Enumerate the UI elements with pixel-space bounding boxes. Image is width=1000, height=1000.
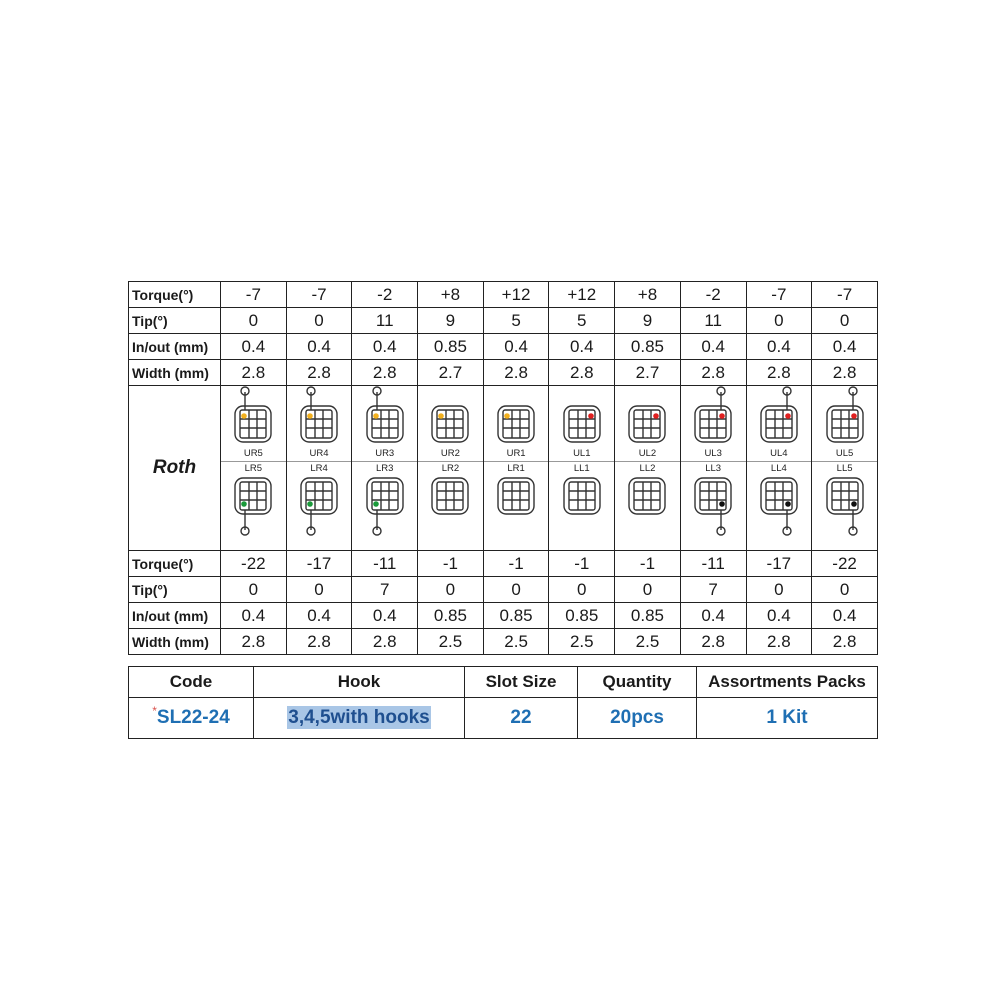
lower-tooth-label: LL4	[770, 463, 787, 474]
upper-tooth-label: UL1	[573, 448, 591, 459]
lower-torque-row-value: -1	[418, 551, 484, 577]
lower-torque-row-value: -1	[549, 551, 615, 577]
lower-width-row-value: 2.5	[615, 629, 681, 655]
required-star: *	[152, 704, 157, 718]
lower-bracket-icon	[295, 474, 343, 536]
lower-inout-row-value: 0.4	[812, 603, 878, 629]
upper-tip-row-value: 5	[549, 308, 615, 334]
product-header-row	[129, 667, 878, 698]
lower-tip-row-value: 0	[286, 577, 352, 603]
upper-tooth-label: UR3	[375, 448, 395, 459]
lower-bracket-icon	[229, 474, 277, 536]
lower-tooth-label: LL1	[573, 463, 590, 474]
upper-tip-row-value: 0	[812, 308, 878, 334]
quantity-value: 20pcs	[578, 698, 697, 739]
color-id-dot	[307, 413, 313, 419]
upper-tip-row-value: 0	[286, 308, 352, 334]
lower-torque-row	[129, 551, 878, 577]
upper-bracket-icon	[361, 386, 409, 448]
lower-bracket-icon	[623, 474, 671, 536]
lower-width-row-label: Width (mm)	[129, 629, 221, 655]
lower-inout-row-value: 0.85	[549, 603, 615, 629]
lower-inout-row-value: 0.4	[286, 603, 352, 629]
lower-tooth-label: LR3	[376, 463, 394, 474]
upper-width-row-value: 2.8	[549, 360, 615, 386]
lower-tip-row-value: 0	[615, 577, 681, 603]
upper-inout-row-value: 0.4	[549, 334, 615, 360]
code-cell	[129, 698, 254, 739]
upper-width-row-value: 2.8	[352, 360, 418, 386]
packs-value: 1 Kit	[697, 698, 878, 739]
color-id-dot	[654, 413, 660, 419]
upper-width-row-value: 2.8	[286, 360, 352, 386]
lower-width-row-value: 2.8	[352, 629, 418, 655]
upper-torque-row-value: -7	[812, 282, 878, 308]
lower-torque-row-value: -1	[615, 551, 681, 577]
bracket-cell	[746, 386, 812, 551]
upper-tooth-label: UR5	[243, 448, 263, 459]
color-id-dot	[373, 501, 379, 507]
upper-tooth-label: UL4	[770, 448, 788, 459]
lower-bracket-icon	[558, 474, 606, 536]
lower-inout-row-value: 0.4	[746, 603, 812, 629]
color-id-dot	[719, 501, 725, 507]
lower-tooth-label: LL5	[836, 463, 853, 474]
upper-inout-row-value: 0.4	[812, 334, 878, 360]
upper-torque-row-value: +8	[418, 282, 484, 308]
lower-bracket-icon	[755, 474, 803, 536]
lower-torque-row-value: -17	[746, 551, 812, 577]
lower-width-row-value: 2.8	[680, 629, 746, 655]
lower-tooth-label: LR5	[244, 463, 263, 474]
upper-tip-row-label: Tip(°)	[129, 308, 221, 334]
lower-bracket-icon	[689, 474, 737, 536]
upper-tooth-label: UR1	[506, 448, 526, 459]
upper-tooth-label: UL2	[638, 448, 657, 459]
color-id-dot	[307, 501, 313, 507]
upper-bracket-icon	[755, 386, 803, 448]
prescription-table	[128, 281, 878, 655]
lower-width-row-value: 2.5	[483, 629, 549, 655]
color-id-dot	[719, 413, 725, 419]
color-id-dot	[504, 413, 510, 419]
upper-width-row-value: 2.8	[221, 360, 287, 386]
upper-width-row-value: 2.8	[746, 360, 812, 386]
header-assortments-packs: Assortments Packs	[697, 667, 878, 698]
lower-width-row-value: 2.5	[549, 629, 615, 655]
bracket-cell	[286, 386, 352, 551]
upper-torque-row-value: -7	[286, 282, 352, 308]
arch-divider	[549, 461, 614, 462]
color-id-dot	[785, 413, 791, 419]
upper-inout-row-value: 0.4	[680, 334, 746, 360]
lower-inout-row-value: 0.85	[483, 603, 549, 629]
color-id-dot	[242, 501, 248, 507]
lower-tooth-label: LR1	[507, 463, 525, 474]
upper-torque-row-value: -2	[680, 282, 746, 308]
color-id-dot	[851, 413, 857, 419]
upper-inout-row-label: In/out (mm)	[129, 334, 221, 360]
lower-width-row	[129, 629, 878, 655]
bracket-illustration-row	[129, 386, 878, 551]
upper-bracket-icon	[492, 386, 540, 448]
bracket-cell	[549, 386, 615, 551]
upper-inout-row-value: 0.85	[418, 334, 484, 360]
upper-torque-row-label: Torque(°)	[129, 282, 221, 308]
header-quantity: Quantity	[578, 667, 697, 698]
header-code: Code	[129, 667, 254, 698]
lower-bracket-icon	[821, 474, 869, 536]
upper-inout-row-value: 0.4	[221, 334, 287, 360]
lower-torque-row-label: Torque(°)	[129, 551, 221, 577]
lower-tip-row-value: 7	[680, 577, 746, 603]
lower-torque-row-value: -17	[286, 551, 352, 577]
lower-tip-row-value: 7	[352, 577, 418, 603]
upper-bracket-icon	[623, 386, 671, 448]
upper-torque-row-value: +12	[483, 282, 549, 308]
product-code: SL22-24	[156, 707, 230, 728]
lower-tip-row-label: Tip(°)	[129, 577, 221, 603]
upper-tip-row-value: 11	[680, 308, 746, 334]
bracket-cell	[352, 386, 418, 551]
upper-tip-row-value: 11	[352, 308, 418, 334]
lower-width-row-value: 2.8	[812, 629, 878, 655]
upper-inout-row	[129, 334, 878, 360]
upper-bracket-icon	[558, 386, 606, 448]
upper-tooth-label: UR4	[309, 448, 329, 459]
lower-tooth-label: LL3	[705, 463, 722, 474]
lower-tooth-label: LL2	[639, 463, 656, 474]
lower-bracket-icon	[426, 474, 474, 536]
upper-torque-row-value: +8	[615, 282, 681, 308]
upper-width-row-value: 2.8	[483, 360, 549, 386]
lower-inout-row	[129, 603, 878, 629]
lower-torque-row-value: -11	[680, 551, 746, 577]
upper-tip-row-value: 0	[746, 308, 812, 334]
bracket-cell	[221, 386, 287, 551]
lower-inout-row-value: 0.85	[418, 603, 484, 629]
arch-divider	[681, 461, 746, 462]
lower-width-row-value: 2.8	[286, 629, 352, 655]
upper-bracket-icon	[295, 386, 343, 448]
lower-tip-row-value: 0	[549, 577, 615, 603]
upper-torque-row-value: -2	[352, 282, 418, 308]
upper-tip-row	[129, 308, 878, 334]
upper-bracket-icon	[229, 386, 277, 448]
lower-inout-row-value: 0.85	[615, 603, 681, 629]
header-hook: Hook	[254, 667, 465, 698]
upper-tip-row-value: 9	[418, 308, 484, 334]
upper-tip-row-value: 9	[615, 308, 681, 334]
upper-width-row-value: 2.8	[680, 360, 746, 386]
lower-tip-row-value: 0	[812, 577, 878, 603]
lower-tip-row-value: 0	[418, 577, 484, 603]
arch-divider	[812, 461, 877, 462]
lower-inout-row-label: In/out (mm)	[129, 603, 221, 629]
system-name: Roth	[129, 386, 221, 551]
upper-bracket-icon	[426, 386, 474, 448]
upper-torque-row	[129, 282, 878, 308]
upper-tooth-label: UL5	[835, 448, 854, 459]
slot-size-value: 22	[465, 698, 578, 739]
upper-bracket-icon	[689, 386, 737, 448]
upper-torque-row-value: +12	[549, 282, 615, 308]
lower-inout-row-value: 0.4	[221, 603, 287, 629]
upper-inout-row-value: 0.4	[286, 334, 352, 360]
color-id-dot	[588, 413, 594, 419]
lower-torque-row-value: -11	[352, 551, 418, 577]
lower-tip-row-value: 0	[221, 577, 287, 603]
arch-divider	[615, 461, 680, 462]
hook-cell	[254, 698, 465, 739]
bracket-cell	[680, 386, 746, 551]
lower-torque-row-value: -22	[221, 551, 287, 577]
upper-width-row-label: Width (mm)	[129, 360, 221, 386]
color-id-dot	[785, 501, 791, 507]
bracket-cell	[812, 386, 878, 551]
color-id-dot	[242, 413, 248, 419]
lower-torque-row-value: -1	[483, 551, 549, 577]
upper-width-row-value: 2.7	[615, 360, 681, 386]
lower-tooth-label: LR4	[310, 463, 328, 474]
arch-divider	[418, 461, 483, 462]
product-values-row	[129, 698, 878, 739]
color-id-dot	[373, 413, 379, 419]
lower-width-row-value: 2.8	[746, 629, 812, 655]
upper-tooth-label: UL3	[704, 448, 722, 459]
upper-inout-row-value: 0.4	[746, 334, 812, 360]
lower-inout-row-value: 0.4	[680, 603, 746, 629]
upper-torque-row-value: -7	[221, 282, 287, 308]
lower-width-row-value: 2.5	[418, 629, 484, 655]
arch-divider	[484, 461, 549, 462]
color-id-dot	[851, 501, 857, 507]
lower-inout-row-value: 0.4	[352, 603, 418, 629]
arch-divider	[287, 461, 352, 462]
lower-bracket-icon	[492, 474, 540, 536]
upper-width-row	[129, 360, 878, 386]
lower-tip-row-value: 0	[483, 577, 549, 603]
arch-divider	[352, 461, 417, 462]
product-info-table	[128, 666, 878, 739]
upper-width-row-value: 2.7	[418, 360, 484, 386]
arch-divider	[221, 461, 286, 462]
lower-tip-row	[129, 577, 878, 603]
upper-bracket-icon	[821, 386, 869, 448]
lower-bracket-icon	[361, 474, 409, 536]
upper-torque-row-value: -7	[746, 282, 812, 308]
lower-tip-row-value: 0	[746, 577, 812, 603]
upper-inout-row-value: 0.4	[352, 334, 418, 360]
bracket-cell	[418, 386, 484, 551]
lower-width-row-value: 2.8	[221, 629, 287, 655]
hook-value[interactable]: 3,4,5with hooks	[288, 707, 430, 728]
bracket-cell	[483, 386, 549, 551]
bracket-cell	[615, 386, 681, 551]
upper-width-row-value: 2.8	[812, 360, 878, 386]
color-id-dot	[439, 413, 445, 419]
arch-divider	[747, 461, 812, 462]
upper-tooth-label: UR2	[440, 448, 460, 459]
upper-tip-row-value: 0	[221, 308, 287, 334]
header-slot-size: Slot Size	[465, 667, 578, 698]
upper-inout-row-value: 0.85	[615, 334, 681, 360]
upper-tip-row-value: 5	[483, 308, 549, 334]
lower-torque-row-value: -22	[812, 551, 878, 577]
upper-inout-row-value: 0.4	[483, 334, 549, 360]
lower-tooth-label: LR2	[441, 463, 460, 474]
